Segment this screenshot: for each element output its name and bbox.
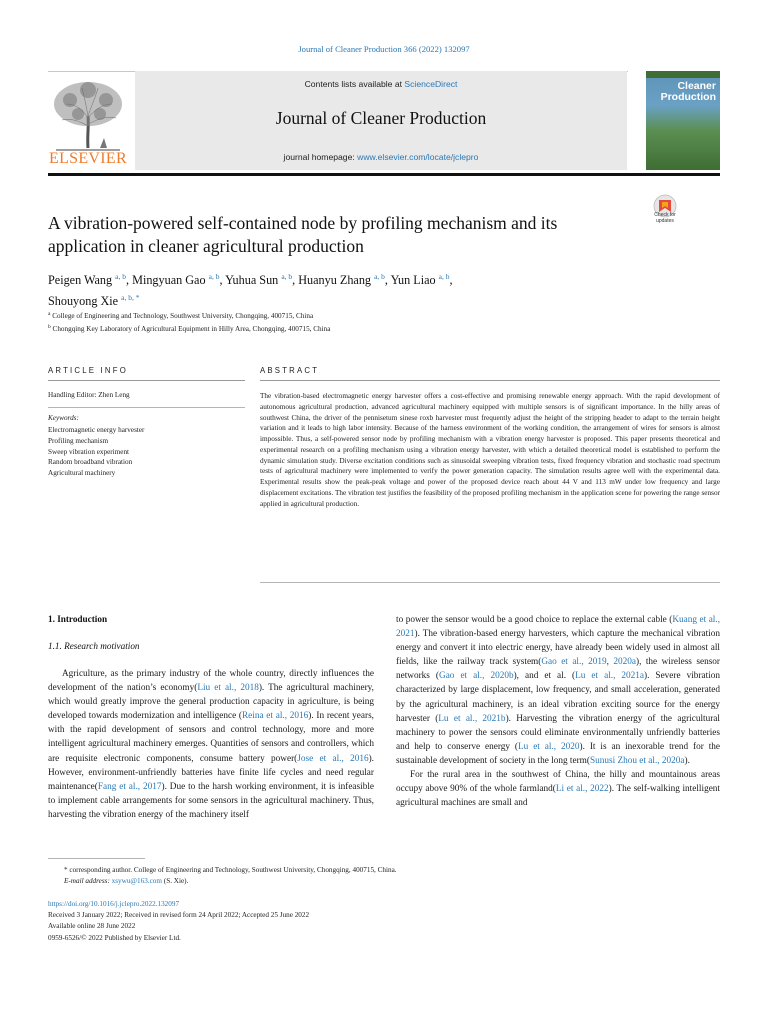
citation-link[interactable]: Reina et al., 2016 <box>242 711 309 722</box>
email-note <box>48 876 720 887</box>
paragraph-text: Agriculture, as the primary industry of the whole country, directly influences the development of the nation’s economy( <box>48 669 374 694</box>
copyright-line: 0959-6526/© 2022 Published by Elsevier Ltd. <box>48 933 181 942</box>
paragraph-text: ). Harvesting the vibration energy of the agricultural machinery to power the sensors could eliminate environmentally unfriendly batteries and help to conserve energy ( <box>396 713 720 752</box>
citation-link[interactable]: Li et al., 2022 <box>555 784 609 795</box>
intro-paragraph-right-2 <box>396 768 720 810</box>
citation-link[interactable]: Lu et al., 2020 <box>518 741 580 752</box>
keyword-item: Sweep vibration experiment <box>48 447 130 456</box>
affiliation-mark: a <box>48 311 51 317</box>
paragraph-text: to power the sensor would be a good choice to replace the external cable ( <box>396 615 673 625</box>
affiliations <box>48 309 688 335</box>
intro-paragraph-left <box>48 667 374 822</box>
paragraph-text: ). Due to the harsh working environment, it is infeasible to implement cable arrangements for some sensors in the agricultural machinery. Thus, harvesting the vibration energy of the machinery itself <box>48 781 374 820</box>
sciencedirect-link[interactable]: ScienceDirect <box>404 79 458 89</box>
citation-link[interactable]: Sunusi Zhou et al., 2020a <box>589 755 685 766</box>
paragraph-text: ). <box>684 755 690 766</box>
journal-citation-link[interactable]: Journal of Cleaner Production 366 (2022) 132097 <box>298 44 470 54</box>
author-name[interactable]: Mingyuan Gao <box>132 273 206 287</box>
abstract-bottom-rule <box>260 582 720 583</box>
paragraph-text: ). In recent years, with the rapid development of sensors and control technology, more and more intelligent agricultural machinery emerges. Quantities of sensors and controllers, which are requisite electronic components, consume battery power( <box>48 711 374 764</box>
author-affiliation-marks[interactable]: a, b <box>438 272 450 281</box>
intro-paragraph-right-1 <box>396 613 720 768</box>
paragraph-text: ). However, environment-unfriendly batteries have finite life cycles and need regular maintenance( <box>48 753 374 792</box>
citation-link[interactable]: Jose et al., 2016 <box>297 753 369 764</box>
homepage-prefix: journal homepage: <box>283 152 358 162</box>
citation-link[interactable]: 2020a <box>613 657 636 668</box>
author-affiliation-marks[interactable]: a, b <box>208 272 220 281</box>
journal-cover-thumbnail[interactable] <box>646 71 720 170</box>
citation-link[interactable]: Fang et al., 2017 <box>97 781 162 792</box>
author-name[interactable]: Shouyong Xie <box>48 294 119 308</box>
paragraph-text: For the rural area in the southwest of China, the hilly and mountainous areas occupy above 90% of the whole farmland( <box>396 770 720 795</box>
article-title-line1: A vibration-powered self-contained node by profiling mechanism and its <box>48 213 558 233</box>
footnotes <box>48 865 720 887</box>
keywords-label: Keywords: <box>48 414 79 422</box>
citation-link[interactable]: Liu et al., 2018 <box>197 683 259 694</box>
subsection-heading-research-motivation: 1.1. Research motivation <box>48 641 140 651</box>
check-updates-line1: Check for <box>654 212 676 218</box>
paragraph-text: ). The self-walking intelligent agricultural machines are small and <box>396 784 720 809</box>
publication-details <box>48 899 720 944</box>
cover-title-line1: Cleaner <box>677 80 716 92</box>
citation-link[interactable]: Lu et al., 2021a <box>575 671 645 682</box>
keywords-list <box>48 425 144 479</box>
paragraph-text: ). Severe vibration characterized by large displacement, low frequency, and small acceleration, generated by the agricultural machinery, is an ideal vibration exciting source for the energy harvester ( <box>396 671 721 724</box>
author-affiliation-marks[interactable]: a, b, * <box>121 293 140 302</box>
keyword-item: Profiling mechanism <box>48 436 109 445</box>
affiliation-item <box>48 309 688 322</box>
journal-homepage-link[interactable]: www.elsevier.com/locate/jclepro <box>357 152 479 162</box>
contents-prefix: Contents lists available at <box>304 79 405 89</box>
author-affiliation-marks[interactable]: a, b <box>374 272 385 281</box>
journal-homepage-line <box>135 152 627 162</box>
abstract-heading: ABSTRACT <box>260 366 320 375</box>
paragraph-text: ). The agricultural machinery, which would greatly improve the general production capacity in agriculture, is being developed towards modernization and intelligence ( <box>48 683 374 722</box>
abstract-rule <box>260 380 720 381</box>
affiliation-text: Chongqing Key Laboratory of Agricultural Equipment in Hilly Area, Chongqing, 400715, China <box>52 325 331 333</box>
email-suffix: (S. Xie). <box>162 877 189 886</box>
section-heading-introduction: 1. Introduction <box>48 614 108 624</box>
keyword-item: Electromagnetic energy harvester <box>48 426 145 434</box>
elsevier-wordmark: ELSEVIER <box>49 150 127 167</box>
affiliation-text: College of Engineering and Technology, Southwest University, Chongqing, 400715, China <box>52 312 314 320</box>
corresponding-author-note: * corresponding author. College of Engineering and Technology, Southwest University, Chongqing, 400715, China. <box>64 866 397 874</box>
affiliation-item <box>48 322 688 335</box>
cover-title <box>646 81 716 103</box>
article-title <box>48 212 628 258</box>
author-list: Peigen Wang $^{a, b}$, Mingyuan Gao $^{a, b}$, Yuhua Sun $^{a, b}$, Huanyu Zhang $^{a, b}$, Yun Liao $^{a, b}$, Shouyong Xie $^{a, b, *}$ <box>48 272 453 308</box>
affiliation-mark: b <box>48 324 51 330</box>
article-info-rule <box>48 380 245 381</box>
author-name[interactable]: Yuhua Sun <box>225 273 279 287</box>
handling-editor-rule <box>48 407 245 408</box>
header-bottom-rule <box>48 173 720 176</box>
paragraph-text: ), the wireless sensor networks ( <box>396 657 720 682</box>
paragraph-text: ). It is an inexorable trend for the sustainable development of society in the long term( <box>396 741 720 766</box>
email-link[interactable]: xsywu@163.com <box>111 877 162 886</box>
journal-title: Journal of Cleaner Production <box>275 108 487 128</box>
article-info-heading: ARTICLE INFO <box>48 366 128 375</box>
received-dates: Received 3 January 2022; Received in revised form 24 April 2022; Accepted 25 June 2022 <box>48 911 310 920</box>
paragraph-text: ), and et al. ( <box>513 671 576 682</box>
footnote-rule <box>48 858 145 859</box>
keyword-item: Agricultural machinery <box>48 469 116 478</box>
article-title-line2: application in cleaner agricultural production <box>48 236 364 256</box>
check-for-updates-label[interactable] <box>640 212 690 224</box>
available-online-date: Available online 28 June 2022 <box>48 922 136 931</box>
email-label: E-mail address: <box>64 877 112 886</box>
cover-title-line2: Production <box>660 91 716 103</box>
abstract-body: The vibration-based electromagnetic energy harvester offers a cost-effective and promising renewable energy approach. With the rapid development of autonomous agricultural production, advanced agricultural machinery equipped with multiple sensors is of significant importance. In the hilly areas of southwest China, the driver of the pennisetum sinese roxb harvester must frequently adjust the height of the stripping header to adapt to the terrain height variation and it leads to high labor intensity. Because of the harness environment of the working condition, the arrangement of wires for sensors is almost impossible. Thus, a self-powered sensor node by profiling mechanism with a vibration energy harvester is proposed. This paper presents theoretical and experimental research on a profiling mechanism using a vibration energy harvester, with which a detailed theoretical model is established to perform the dynamic simulation study. Diverse excitation conditions such as sinusoidal sweeping vibration tests, fixed frequency vibration and stochastic road spectrum tests of agricultural machinery were implemented to verify the power generation capacity. The simulation results agree well with the experimental data. Experimental results show the peak-peak voltage and power of the proposed device reach about 44 V and 113 mW under low frequency and large displacement excitations. The vibration test justifies the feasibility of the proposed profiling mechanism in the application scene for powering the range sensor applied in agricultural production. <box>260 392 720 508</box>
author-name[interactable]: Peigen Wang <box>48 273 113 287</box>
paragraph-text: , <box>606 657 614 668</box>
author-affiliation-marks[interactable]: a, b <box>115 272 127 281</box>
citation-link[interactable]: Lu et al., 2021b <box>438 713 506 724</box>
check-updates-line2: updates <box>656 218 674 224</box>
author-name[interactable]: Huanyu Zhang <box>298 273 372 287</box>
contents-available-line <box>135 79 627 89</box>
citation-link[interactable]: Gao et al., 2020b <box>439 671 514 682</box>
paragraph-text: ). The vibration-based energy harvesters, which capture the mechanical vibration energy and convert it into electric energy, have already been widely used in almost all fields, like the railway track system( <box>396 629 720 668</box>
author-affiliation-marks[interactable]: a, b <box>281 272 293 281</box>
keyword-item: Random broadband vibration <box>48 458 133 467</box>
cover-top-band <box>646 71 720 78</box>
intro-paragraph-right <box>396 613 720 810</box>
citation-link[interactable]: Kuang et al., 2021 <box>396 615 721 640</box>
doi-link[interactable]: https://doi.org/10.1016/j.jclepro.2022.132097 <box>48 900 180 908</box>
author-name[interactable]: Yun Liao <box>390 273 436 287</box>
citation-link[interactable]: Gao et al., 2019 <box>541 657 607 668</box>
handling-editor: Handling Editor: Zhen Leng <box>48 391 130 399</box>
